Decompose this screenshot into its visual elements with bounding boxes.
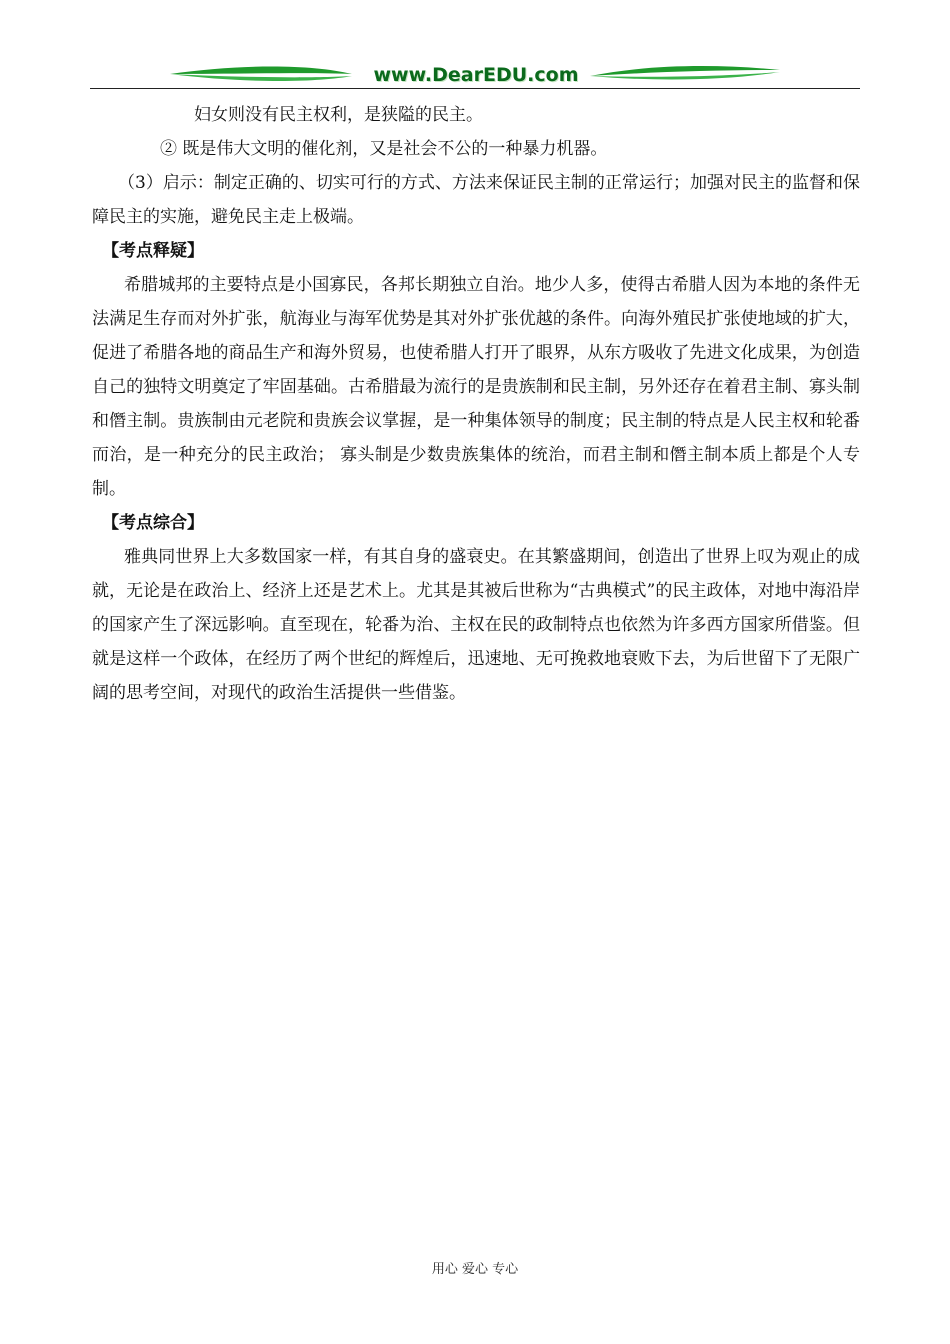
body-line-1: 妇女则没有民主权利，是狭隘的民主。 bbox=[194, 105, 483, 125]
body-line-2: ② 既是伟大文明的催化剂，又是社会不公的一种暴力机器。 bbox=[160, 139, 608, 159]
page-footer: 用心 爱心 专心 bbox=[431, 1262, 519, 1277]
document-body bbox=[92, 98, 860, 710]
header-divider bbox=[90, 88, 860, 89]
section-heading-kaodian-shiyi: 【考点释疑】 bbox=[102, 241, 204, 261]
site-logo[interactable]: www.DearEDU.com bbox=[373, 64, 579, 86]
paragraph-athens: 雅典同世界上大多数国家一样，有其自身的盛衰史。在其繁盛期间，创造出了世界上叹为观止的成就，无论是在政治上、经济上还是艺术上。尤其是其被后世称为“古典模式”的民主政体，对地中海沿岸的国家产生了深远影响。直至现在，轮番为治、主权在民的政制特点也依然为许多西方国家所借鉴。但就是这样一个政体，在经历了两个世纪的辉煌后，迅速地、无可挽救地衰败下去，为后世留下了无限广阔的思考空间，对现代的政治生活提供一些借鉴。 bbox=[92, 547, 860, 703]
point-3-paragraph: （3）启示：制定正确的、切实可行的方式、方法来保证民主制的正常运行；加强对民主的监督和保障民主的实施，避免民主走上极端。 bbox=[92, 173, 860, 227]
section-heading-kaodian-zonghe: 【考点综合】 bbox=[102, 513, 204, 533]
paragraph-greek-city-states: 希腊城邦的主要特点是小国寡民，各邦长期独立自治。地少人多，使得古希腊人因为本地的条件无法满足生存而对外扩张，航海业与海军优势是其对外扩张优越的条件。向海外殖民扩张使地域的扩大，促进了希腊各地的商品生产和海外贸易，也使希腊人打开了眼界，从东方吸收了先进文化成果，为创造自己的独特文明奠定了牢固基础。古希腊最为流行的是贵族制和民主制，另外还存在着君主制、寡头制和僭主制。贵族制由元老院和贵族会议掌握，是一种集体领导的制度；民主制的特点是人民主权和轮番而治，是一种充分的民主政治； 寡头制是少数贵族集体的统治，而君主制和僭主制本质上都是个人专制。 bbox=[92, 275, 860, 499]
